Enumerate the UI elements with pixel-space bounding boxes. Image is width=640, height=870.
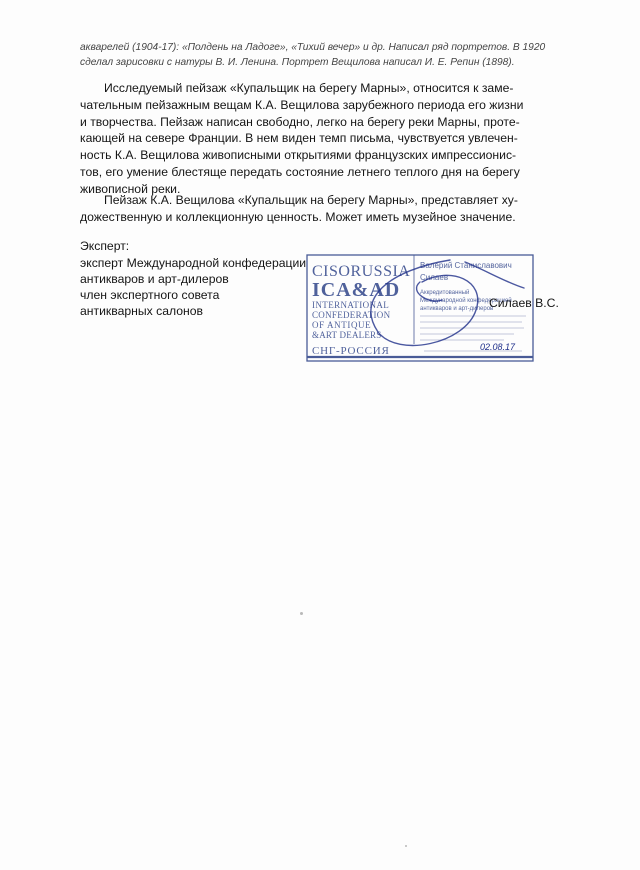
paragraph-conclusion <box>80 192 585 226</box>
intro-line: сделал зарисовки с натуры В. И. Ленина. Портрет Вещилова написал И. Е. Репин (1898). <box>80 57 515 68</box>
svg-text:OF ANTIQUE: OF ANTIQUE <box>312 320 372 330</box>
svg-text:Аккредитованный: Аккредитованный <box>420 290 470 296</box>
scan-speck <box>300 612 303 615</box>
paragraph-assessment <box>80 80 585 198</box>
svg-text:CISORUSSIA: CISORUSSIA <box>312 263 411 280</box>
expert-title: Эксперт: <box>80 239 130 253</box>
svg-text:CONFEDERATION: CONFEDERATION <box>312 310 391 320</box>
paragraph-line: дожественную и коллекционную ценность. Может иметь музейное значение. <box>80 209 516 224</box>
paragraph-line: живописной реки. <box>80 181 181 196</box>
expert-line: антикваров и арт-дилеров <box>80 272 229 286</box>
svg-text:ICA&AD: ICA&AD <box>312 279 401 301</box>
intro-line: акварелей (1904-17): «Полдень на Ладоге», «Тихий вечер» и др. Написал ряд портретов. В 1920 <box>80 42 546 53</box>
signer-name: Силаев В.С. <box>489 296 559 310</box>
scan-speck <box>405 845 407 847</box>
paragraph-line: тов, его умение блестяще передать состояние летнего теплого дня на берегу <box>80 164 520 179</box>
expert-block <box>80 238 306 319</box>
svg-text:INTERNATIONAL: INTERNATIONAL <box>312 300 390 310</box>
svg-text:Силаев: Силаев <box>420 273 449 282</box>
expert-line: антикварных салонов <box>80 304 203 318</box>
paragraph-line: чательным пейзажным вещам К.А. Вещилова зарубежного периода его жизни <box>80 97 524 112</box>
paragraph-line: Исследуемый пейзаж «Купальщик на берегу Марны», относится к заме- <box>104 81 514 95</box>
expert-line: эксперт Международной конфедерации <box>80 256 307 270</box>
svg-text:&ART DEALERS: &ART DEALERS <box>312 330 382 340</box>
paragraph-line: и творчества. Пейзаж написан свободно, легко на берегу реки Марны, проте- <box>80 114 520 129</box>
expert-line: член экспертного совета <box>80 288 220 302</box>
svg-text:Международной конфедерацией: Международной конфедерацией <box>420 298 512 304</box>
intro-text <box>80 40 590 70</box>
paragraph-line: Пейзаж К.А. Вещилова «Купальщик на берегу Марны», представляет ху- <box>104 193 518 207</box>
paragraph-line: ность К.А. Вещилова живописными открытиями французских импрессионис- <box>80 148 517 163</box>
svg-text:антикваров и арт-дилеров: антикваров и арт-дилеров <box>420 306 494 312</box>
paragraph-line: кающей на севере Франции. В нем виден темп письма, чувствуется увлечен- <box>80 131 518 146</box>
svg-text:Валерий Станиславович: Валерий Станиславович <box>420 261 512 270</box>
svg-text:СНГ-РОССИЯ: СНГ-РОССИЯ <box>312 345 390 357</box>
svg-text:02.08.17: 02.08.17 <box>480 342 516 352</box>
